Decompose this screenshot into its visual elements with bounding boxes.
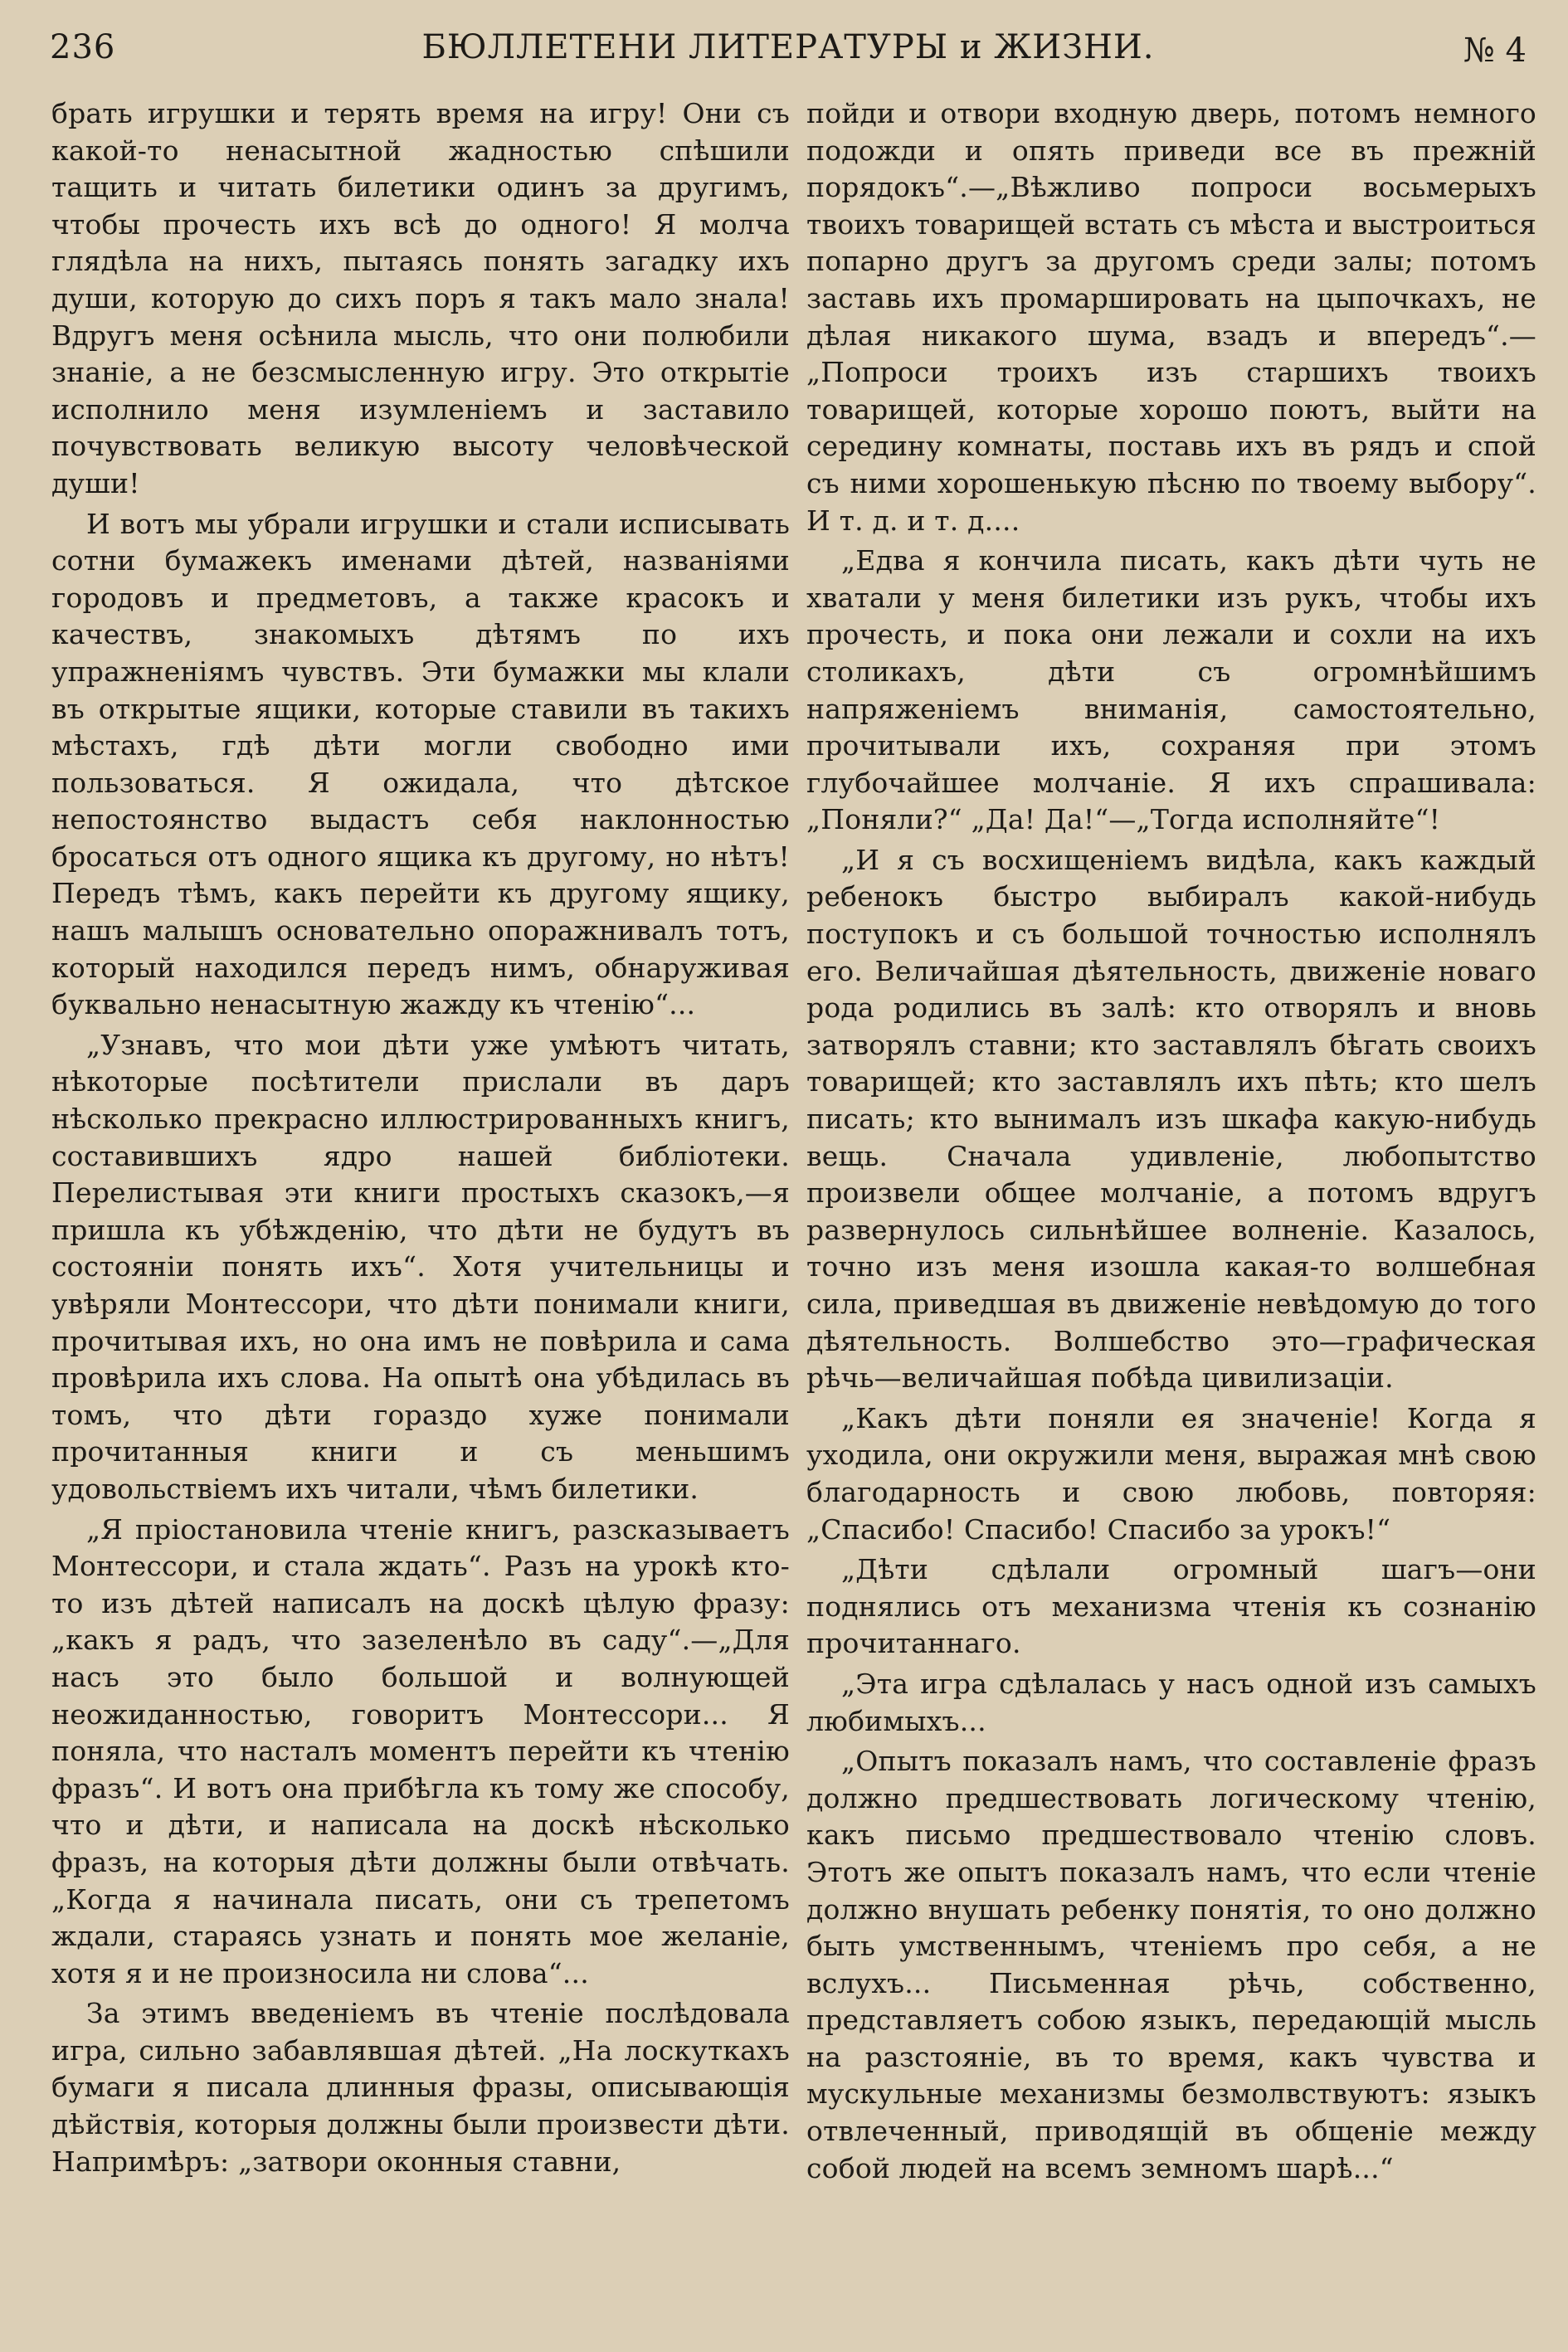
journal-title: БЮЛЛЕТЕНИ ЛИТЕРАТУРЫ и ЖИЗНИ. — [421, 28, 1155, 66]
paragraph: „И я съ восхищеніемъ видѣла, какъ каждый ребенокъ быстро выбиралъ какой-нибудь поступокъ и съ большой точностью исполнялъ его. Величайшая дѣятельность, движеніе новаго рода родились въ залѣ: кто отворялъ и вновь затворялъ ставни; кто заставлялъ бѣгать своихъ товарищей; кто заставлялъ ихъ пѣть; кто шелъ писать; кто вынималъ изъ шкафа какую-нибудь вещь. Сначала удивленіе, любопытство произвели общее молчаніе, а потомъ вдругъ развернулось сильнѣйшее волненіе. Казалось, точно изъ меня изошла какая-то волшебная сила, приведшая въ движеніе невѣдомую до того дѣятельность. Волшебство это—графическая рѣчь—величайшая побѣда цивилизаціи. — [806, 843, 1536, 1395]
right-column — [806, 95, 1536, 2187]
issue-number: № 4 — [1463, 32, 1527, 70]
running-header — [50, 22, 1527, 80]
left-column — [51, 95, 790, 2180]
paragraph: „Едва я кончила писать, какъ дѣти чуть не хватали у меня билетики изъ рукъ, чтобы ихъ прочесть, и пока они лежали и сохли на ихъ столикахъ, дѣти съ огромнѣйшимъ напряженіемъ вниманія, самостоятельно, прочитывали ихъ, сохраняя при этомъ глубочайшее молчаніе. Я ихъ спрашивала: „Поняли?“ „Да! Да!“—„Тогда исполняйте“! — [806, 544, 1536, 836]
paragraph: брать игрушки и терять время на игру! Они съ какой-то ненасытной жадностью спѣшили тащить и читать билетики одинъ за другимъ, чтобы прочесть ихъ всѣ до одного! Я молча глядѣла на нихъ, пытаясь понять загадку ихъ души, которую до сихъ поръ я такъ мало знала! Вдругъ меня осѣнила мысль, что они полюбили знаніе, а не безсмысленную игру. Это открытіе исполнило меня изумленіемъ и заставило почувствовать великую высоту человѣческой души! — [51, 97, 790, 499]
paragraph: „Опытъ показалъ намъ, что составленіе фразъ должно предшествовать логическому чтенію, какъ письмо предшествовало чтенію словъ. Этотъ же опытъ показалъ намъ, что если чтеніе должно внушать ребенку понятія, то оно должно быть умственнымъ, чтеніемъ про себя, а не вслухъ... Письменная рѣчь, собственно, представляетъ собою языкъ, передающій мысль на разстояніе, въ то время, какъ чувства и мускульные механизмы безмолвствуютъ: языкъ отвлеченный, приводящій въ общеніе между собой людей на всемъ земномъ шарѣ...“ — [806, 1745, 1536, 2184]
paragraph: „Какъ дѣти поняли ея значеніе! Когда я уходила, они окружили меня, выражая мнѣ свою благодарность и свою любовь, повторяя: „Спасибо! Спасибо! Спасибо за урокъ!“ — [806, 1401, 1536, 1546]
paragraph: „Дѣти сдѣлали огромный шагъ—они поднялись отъ механизма чтенія къ сознанію прочитаннаго. — [806, 1553, 1536, 1660]
paragraph: „Я пріостановила чтеніе книгъ, разсказываетъ Монтессори, и стала ждать“. Разъ на урокѣ кто-то изъ дѣтей написалъ на доскѣ цѣлую фразу: „какъ я радъ, что зазеленѣло въ саду“.—„Для насъ это было большой и волнующей неожиданностью, говоритъ Монтессори... Я поняла, что насталъ моментъ перейти къ чтенію фразъ“. И вотъ она прибѣгла къ тому же способу, что и дѣти, и написала на доскѣ нѣсколько фразъ, на которыя дѣти должны были отвѣчать. „Когда я начинала писать, они съ трепетомъ ждали, стараясь узнать и понять мое желаніе, хотя я и не произносила ни слова“... — [51, 1512, 790, 1989]
paragraph: „Узнавъ, что мои дѣти уже умѣютъ читать, нѣкоторые посѣтители прислали въ даръ нѣсколько прекрасно иллюстрированныхъ книгъ, составившихъ ядро нашей библіотеки. Перелистывая эти книги простыхъ сказокъ,—я пришла къ убѣжденію, что дѣти не будутъ въ состояніи понять ихъ“. Хотя учительницы и увѣряли Монтессори, что дѣти понимали книги, прочитывая ихъ, но она имъ не повѣрила и сама провѣрила ихъ слова. На опытѣ она убѣдилась въ томъ, что дѣти гораздо хуже понимали прочитанныя книги и съ меньшимъ удовольствіемъ ихъ читали, чѣмъ билетики. — [51, 1028, 790, 1505]
paragraph: „Эта игра сдѣлалась у насъ одной изъ самыхъ любимыхъ... — [806, 1667, 1536, 1737]
paragraph: За этимъ введеніемъ въ чтеніе послѣдовала игра, сильно забавлявшая дѣтей. „На лоскуткахъ бумаги я писала длинныя фразы, описывающія дѣйствія, которыя должны были произвести дѣти. Напримѣръ: „затвори оконныя ставни, — [51, 1997, 790, 2178]
paragraph: И вотъ мы убрали игрушки и стали исписывать сотни бумажекъ именами дѣтей, названіями городовъ и предметовъ, а также красокъ и качествъ, знакомыхъ дѣтямъ по ихъ упражненіямъ чувствъ. Эти бумажки мы клали въ открытые ящики, которые ставили въ такихъ мѣстахъ, гдѣ дѣти могли свободно ими пользоваться. Я ожидала, что дѣтское непостоянство выдастъ себя наклонностью бросаться отъ одного ящика къ другому, но нѣтъ! Передъ тѣмъ, какъ перейти къ другому ящику, нашъ малышъ основательно опоражнивалъ тотъ, который находился передъ нимъ, обнаруживая буквально ненасытную жажду къ чтенію“... — [51, 507, 790, 1021]
page-number: 236 — [50, 28, 116, 66]
paragraph: пойди и отвори входную дверь, потомъ немного подожди и опять приведи все въ прежній порядокъ“.—„Вѣжливо попроси восьмерыхъ твоихъ товарищей встать съ мѣста и выстроиться попарно другъ за другомъ среди залы; потомъ заставь ихъ промаршировать на цыпочкахъ, не дѣлая никакого шума, взадъ и впередъ“.—„Попроси троихъ изъ старшихъ твоихъ товарищей, которые хорошо поютъ, выйти на середину комнаты, поставь ихъ въ рядъ и спой съ ними хорошенькую пѣсню по твоему выбору“. И т. д. и т. д.... — [806, 97, 1536, 537]
